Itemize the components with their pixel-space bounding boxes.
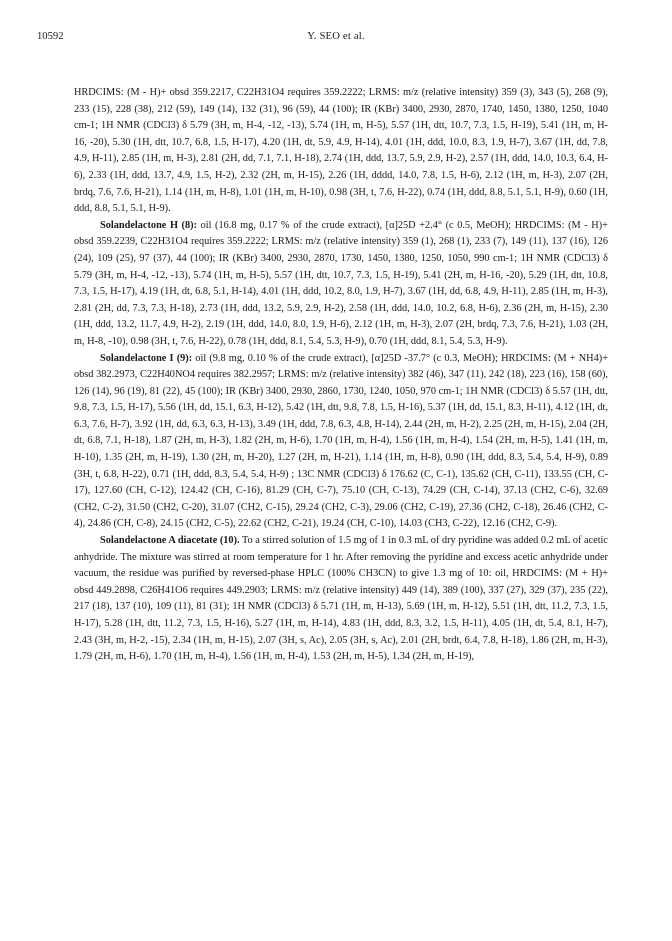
page-number: 10592: [37, 31, 64, 42]
paragraph-text: oil (9.8 mg, 0.10 % of the crude extract), [α]25D -37.7° (c 0.3, MeOH); HRDCIMS: (M + NH4)+ obsd 382.2973, C22H40NO4 requires 382.2957; LRMS: m/z (relative intensity) 382 (46), 347 (11), 242 (18), 223 (16), 158 (60), 126 (14), 96 (19), 81 (22), 45 (100); IR (KBr) 3400, 2930, 2860, 1730, 1240, 1050, 970 cm-1; 1H NMR (CDCl3) δ 5.57 (1H, dtt, 9.8, 7.3, 1.5, H-17), 5.56 (1H, dd, 15.1, 6.3, H-12), 5.42 (1H, dtt, 9.8, 7.8, 1.5, H-16), 5.37 (1H, dd, 15.1, 8.3, H-11), 4.12 (1H, dt, 6.3, 7.6, H-7), 3.92 (1H, dd, 6.3, 6.3, H-13), 3.49 (1H, ddd, 7.8, 6.3, 4.8, H-14), 2.44 (2H, m, H-2), 2.25 (2H, m, H-15), 2.04 (2H, dt, 6.8, 7.1, H-18), 1.87 (2H, m, H-3), 1.82 (2H, m, H-6), 1.70 (1H, m, H-4), 1.56 (1H, m, H-4), 1.54 (2H, m, H-5), 1.41 (1H, m, H-10), 1.35 (2H, m, H-19), 1.30 (2H, m, H-20), 1.27 (2H, m, H-21), 1.14 (1H, m, H-8), 0.90 (1H, ddd, 8.3, 5.4, 5.4, H-9), 0.89 (3H, t, 6.8, H-22), 0.71 (1H, ddd, 8.3, 5.4, 5.4, H-9) ; 13C NMR (CDCl3) δ 176.62 (C, C-1), 135.62 (CH, C-11), 133.55 (CH, C-17), 127.60 (CH, C-12), 124.42 (CH, C-16), 81.29 (CH, C-7), 75.10 (CH, C-13), 74.29 (CH, C-14), 37.13 (CH2, C-6), 32.69 (CH2, C-2), 31.50 (CH2, C-20), 31.07 (CH2, C-15), 29.24 (CH2, C-3), 29.06 (CH2, C-19), 27.36 (CH2, C-18), 26.46 (CH2, C-4), 24.86 (CH, C-8), 24.15 (CH2, C-5), 22.62 (CH2, C-21), 19.24 (CH, C-10), 14.03 (CH3, C-22), 12.16 (CH2, C-9).: [74, 352, 608, 530]
paragraph-text: oil (16.8 mg, 0.17 % of the crude extract), [α]25D +2.4° (c 0.5, MeOH); HRDCIMS: (M - H)+ obsd 359.2239, C22H31O4 requires 359.2222; LRMS: m/z (relative intensity) 359 (1), 268 (1), 233 (7), 149 (11), 137 (16), 126 (24), 109 (25), 97 (37), 44 (100); IR (KBr) 3400, 2930, 2870, 1730, 1450, 1380, 1250, 1050, 990 cm-1; 1H NMR (CDCl3) δ 5.79 (3H, m, H-4, -12, -13), 5.74 (1H, m, H-5), 5.57 (1H, dtt, 10.7, 7.3, 1.5, H-19), 5.41 (2H, m, H-16, -20), 5.29 (1H, dtt, 10.8, 7.3, 1.5, H-17), 4.19 (1H, dt, 6.8, 5.1, H-14), 4.01 (1H, ddd, 10.2, 8.0, 1.9, H-7), 3.67 (1H, dd, 6.8, 4.9, H-11), 2.85 (1H, m, H-3), 2.81 (2H, dd, 7.3, 7.3, H-18), 2.73 (1H, ddd, 13.2, 5.9, 2.9, H-2), 2.58 (1H, ddd, 14.0, 10.2, 6.8, H-6), 2.36 (2H, m, H-15), 2.30 (1H, ddd, 13.2, 11.7, 4.9, H-2), 2.19 (1H, ddd, 14.0, 8.0, 1.9, H-6), 2.12 (1H, m, H-3), 2.07 (2H, brdq, 7.3, 7.6, H-21), 1.03 (2H, m, H-8, -10), 0.98 (3H, t, 7.6, H-22), 0.78 (1H, ddd, 8.1, 5.4, 5.3, H-9), 0.70 (1H, ddd, 8.1, 5.4, 5.3, H-9).: [74, 219, 608, 347]
paragraph-solandelactone-h: [74, 218, 608, 351]
page-header: [37, 31, 635, 47]
paragraph-text: To a stirred solution of 1.5 mg of 1 in 0.3 mL of dry pyridine was added 0.2 mL of acetic anhydride. The mixture was stirred at room temperature for 1 hr. After removing the pyridine and excess acetic anhydride under vacuum, the residue was purified by reversed-phase HPLC (100% CH3CN) to give 1.3 mg of 10: oil, HRDCIMS: (M + H)+ obsd 449.2898, C26H41O6 requires 449.2903; LRMS: m/z (relative intensity) 449 (14), 389 (100), 337 (27), 329 (37), 235 (22), 217 (18), 137 (10), 109 (11), 81 (31); 1H NMR (CDCl3) δ 5.71 (1H, m, H-13), 5.69 (1H, m, H-12), 5.51 (1H, dtt, 11.2, 7.3, 1.5, H-17), 5.28 (1H, dtt, 11.2, 7.3, 1.5, H-16), 5.27 (1H, m, H-14), 4.83 (1H, ddd, 8.3, 3.2, 1.5, H-11), 4.05 (1H, dt, 5.4, 8.1, H-7), 2.43 (3H, m, H-2, -15), 2.34 (1H, m, H-15), 2.07 (3H, s, Ac), 2.05 (3H, s, Ac), 2.01 (2H, brdt, 6.4, 7.8, H-18), 1.86 (2H, m, H-3), 1.79 (2H, m, H-6), 1.70 (1H, m, H-4), 1.56 (1H, m, H-4), 1.53 (2H, m, H-5), 1.34 (2H, m, H-19),: [74, 535, 608, 663]
paragraph-continued: [74, 85, 608, 218]
compound-heading: Solandelactone I (9):: [100, 352, 193, 364]
paragraph-solandelactone-i: [74, 351, 608, 534]
paragraph-diacetate: [74, 533, 608, 666]
experimental-text: [74, 85, 608, 666]
compound-heading: Solandelactone A diacetate (10).: [100, 535, 240, 547]
paragraph-text: HRDCIMS: (M - H)+ obsd 359.2217, C22H31O4 requires 359.2222; LRMS: m/z (relative intensity) 359 (3), 343 (5), 268 (9), 233 (15), 228 (38), 212 (59), 149 (14), 132 (31), 96 (59), 44 (100); IR (KBr) 3400, 2930, 2870, 1740, 1450, 1380, 1250, 1040 cm-1; 1H NMR (CDCl3) δ 5.79 (3H, m, H-4, -12, -13), 5.74 (1H, m, H-5), 5.57 (1H, dtt, 10.7, 7.3, 1.5, H-19), 5.41 (1H, m, H-16, -20), 5.30 (1H, dtt, 10.7, 6.8, 1.5, H-17), 4.20 (1H, dt, 5.9, 4.9, H-14), 4.01 (1H, ddd, 10.0, 8.3, 1.9, H-7), 3.67 (1H, dd, 7.8, 4.9, H-11), 2.85 (1H, m, H-3), 2.81 (2H, dd, 7.1, 7.1, H-18), 2.74 (1H, ddd, 13.7, 5.9, 2.9, H-2), 2.57 (1H, ddd, 14.0, 10.3, 6.4, H-6), 2.33 (1H, ddd, 13.7, 4.9, 1.5, H-2), 2.32 (2H, m, H-15), 2.26 (1H, dddd, 14.0, 7.8, 1.5, H-6), 2.12 (1H, m, H-3), 2.07 (2H, brdq, 7.6, 7.6, H-21), 1.14 (1H, m, H-8), 1.01 (1H, m, H-10), 0.98 (3H, t, 7.6, H-22), 0.74 (1H, ddd, 8.8, 5.1, 5.1, H-9), 0.60 (1H, ddd, 8.8, 5.1, 5.1, H-9).: [74, 87, 608, 215]
compound-heading: Solandelactone H (8):: [100, 219, 197, 231]
running-head: Y. SEO et al.: [307, 31, 365, 42]
